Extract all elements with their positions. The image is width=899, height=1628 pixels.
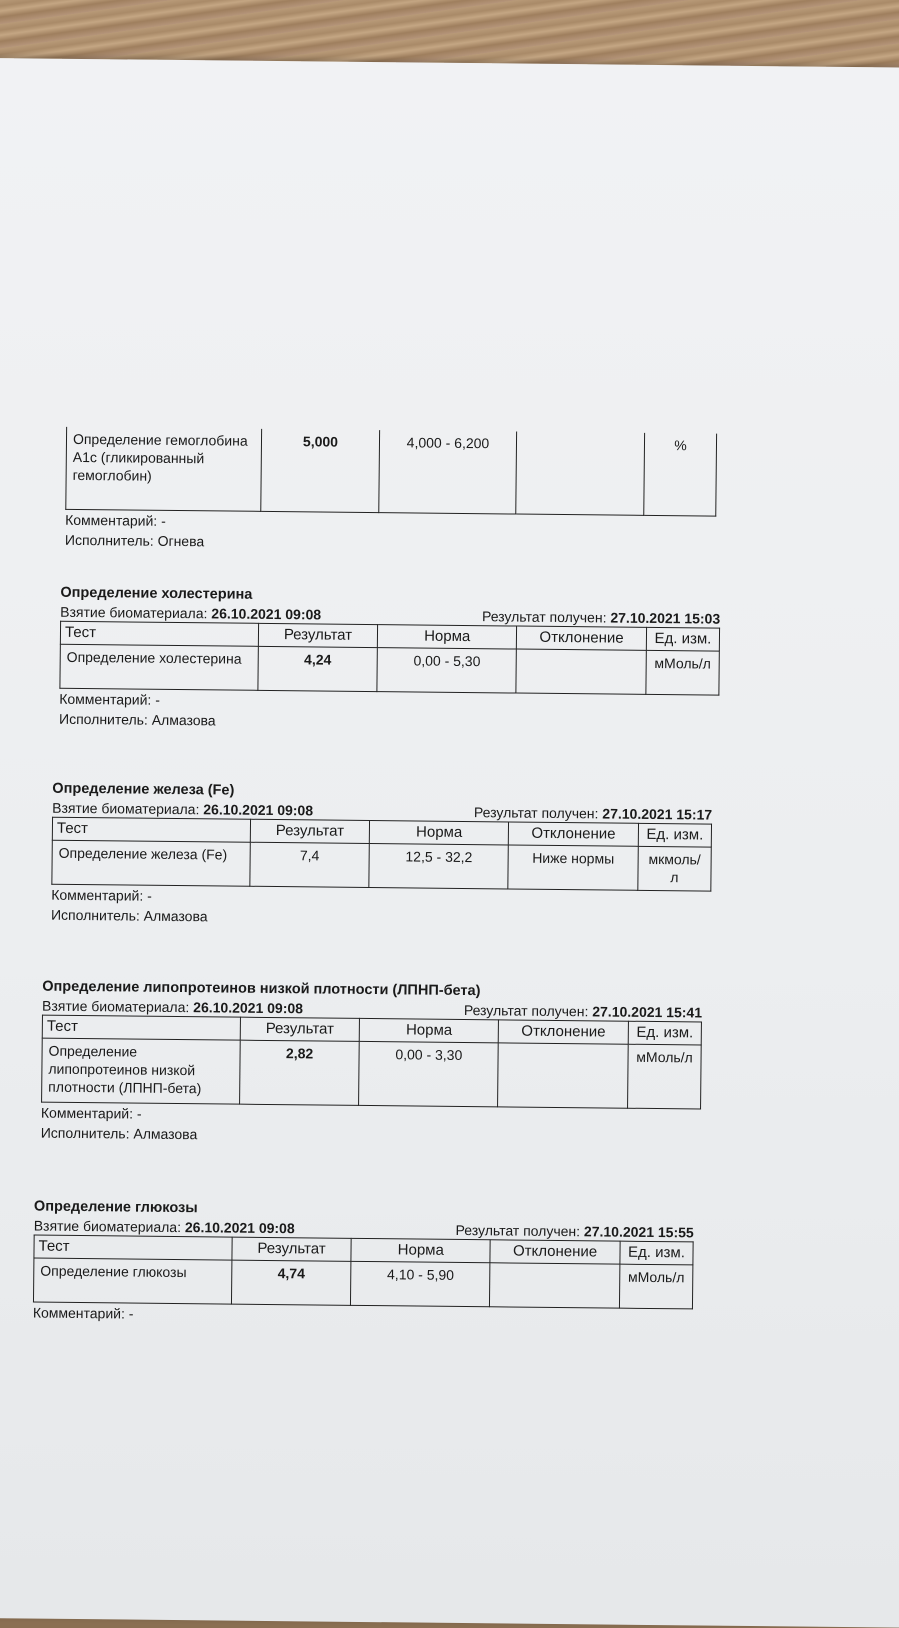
received-date: 27.10.2021 15:17 — [602, 805, 713, 823]
hba1c-fragment — [65, 427, 716, 556]
table-row — [52, 840, 711, 891]
header-deviation: Отклонение — [517, 626, 647, 650]
header-test: Тест — [52, 817, 250, 842]
table-row — [33, 1258, 692, 1309]
deviation-cell: Ниже нормы — [508, 845, 638, 890]
received-label: Результат получен: — [481, 608, 607, 626]
header-result: Результат — [250, 819, 370, 843]
section-title: Определение холестерина — [60, 584, 253, 603]
section-title: Определение липопротеинов низкой плотности (ЛПНП-бета) — [42, 978, 481, 1000]
executor-value: Огнева — [157, 532, 205, 549]
received-date: 27.10.2021 15:03 — [610, 609, 721, 627]
ldl-section — [41, 977, 703, 1150]
test-name-cell: Определение железа (Fe) — [52, 840, 250, 886]
result-cell: 7,4 — [250, 842, 370, 887]
unit-cell: мМоль/л — [646, 650, 719, 695]
taken-label: Взятие биоматериала: — [41, 997, 190, 1016]
executor-value: Алмазова — [133, 1125, 198, 1143]
result-cell: 4,24 — [258, 646, 378, 691]
header-test: Тест — [60, 621, 258, 646]
deviation-cell — [498, 1043, 628, 1108]
results-table — [59, 621, 720, 696]
received-label: Результат получен: — [473, 804, 599, 822]
section-title: Определение железа (Fe) — [52, 780, 235, 799]
test-name-cell: Определение холестерина — [60, 644, 258, 690]
taken-label: Взятие биоматериала: — [60, 603, 208, 622]
hba1c-table — [65, 427, 717, 516]
header-result: Результат — [240, 1017, 360, 1041]
taken-date: 26.10.2021 09:08 — [211, 605, 322, 623]
executor-value: Алмазова — [151, 711, 216, 729]
table-row — [60, 644, 719, 695]
header-test: Тест — [34, 1235, 232, 1260]
header-deviation: Отклонение — [498, 1020, 628, 1044]
test-name-cell: Определение глюкозы — [33, 1258, 231, 1304]
header-result: Результат — [232, 1237, 352, 1261]
result-cell: 5,000 — [261, 429, 380, 512]
taken-date: 26.10.2021 09:08 — [203, 801, 314, 819]
paper-sheet — [0, 58, 899, 1628]
test-name-cell: Определение гемоглобина А1с (гликированный гемоглобин) — [66, 427, 262, 511]
iron-section — [51, 779, 712, 932]
header-norm: Норма — [370, 821, 509, 845]
comment-value: - — [128, 1305, 134, 1322]
unit-cell: % — [644, 433, 717, 516]
unit-cell: мкмоль/л — [638, 846, 711, 891]
header-result: Результат — [258, 623, 378, 647]
header-unit: Ед. изм. — [620, 1241, 693, 1265]
received-date: 27.10.2021 15:41 — [592, 1003, 703, 1021]
glucose-section — [33, 1197, 694, 1330]
header-norm: Норма — [351, 1238, 490, 1262]
received-date: 27.10.2021 15:55 — [583, 1223, 694, 1241]
header-unit: Ед. изм. — [638, 823, 711, 847]
executor-label: Исполнитель: — [64, 531, 154, 549]
table-row — [42, 1038, 702, 1109]
norm-cell: 4,000 - 6,200 — [379, 430, 517, 513]
header-unit: Ед. изм. — [646, 627, 719, 651]
deviation-cell — [516, 432, 645, 515]
received-label: Результат получен: — [455, 1221, 581, 1240]
unit-cell: мМоль/л — [619, 1264, 692, 1309]
header-unit: Ед. изм. — [628, 1021, 701, 1045]
section-title: Определение глюкозы — [33, 1198, 198, 1217]
comment-value: - — [136, 1105, 142, 1122]
taken-date: 26.10.2021 09:08 — [193, 999, 304, 1017]
results-table — [41, 1015, 702, 1110]
comment-label: Комментарий: — [51, 886, 144, 904]
cholesterol-section — [59, 583, 720, 736]
comment-label: Комментарий: — [65, 511, 158, 529]
header-deviation: Отклонение — [508, 822, 638, 846]
executor-value: Алмазова — [143, 907, 208, 925]
header-test: Тест — [42, 1015, 240, 1040]
comment-label: Комментарий: — [40, 1104, 134, 1122]
result-cell: 4,74 — [231, 1260, 351, 1305]
result-cell: 2,82 — [239, 1040, 359, 1105]
deviation-cell — [490, 1263, 620, 1308]
header-norm: Норма — [378, 625, 517, 649]
norm-cell: 4,10 - 5,90 — [351, 1261, 490, 1306]
executor-label: Исполнитель: — [40, 1124, 130, 1142]
taken-date: 26.10.2021 09:08 — [184, 1219, 295, 1237]
results-table — [33, 1235, 694, 1310]
deviation-cell — [516, 649, 646, 694]
comment-value: - — [155, 691, 161, 708]
unit-cell: мМоль/л — [628, 1044, 702, 1109]
received-label: Результат получен: — [463, 1002, 589, 1020]
taken-label: Взятие биоматериала: — [52, 799, 200, 818]
comment-value: - — [147, 887, 152, 904]
norm-cell: 12,5 - 32,2 — [369, 844, 508, 889]
comment-label: Комментарий: — [59, 690, 152, 708]
taken-label: Взятие биоматериала: — [33, 1217, 182, 1236]
header-deviation: Отклонение — [490, 1240, 620, 1264]
test-name-cell: Определение липопротеинов низкой плотности (ЛПНП-бета) — [42, 1038, 240, 1104]
table-row — [66, 427, 717, 516]
comment-label: Комментарий: — [32, 1304, 126, 1322]
executor-label: Исполнитель: — [59, 710, 148, 728]
executor-label: Исполнитель: — [50, 906, 140, 924]
results-table — [51, 817, 712, 892]
header-norm: Норма — [360, 1018, 499, 1042]
norm-cell: 0,00 - 3,30 — [359, 1041, 499, 1106]
norm-cell: 0,00 - 5,30 — [377, 648, 516, 693]
comment-value: - — [161, 512, 166, 529]
